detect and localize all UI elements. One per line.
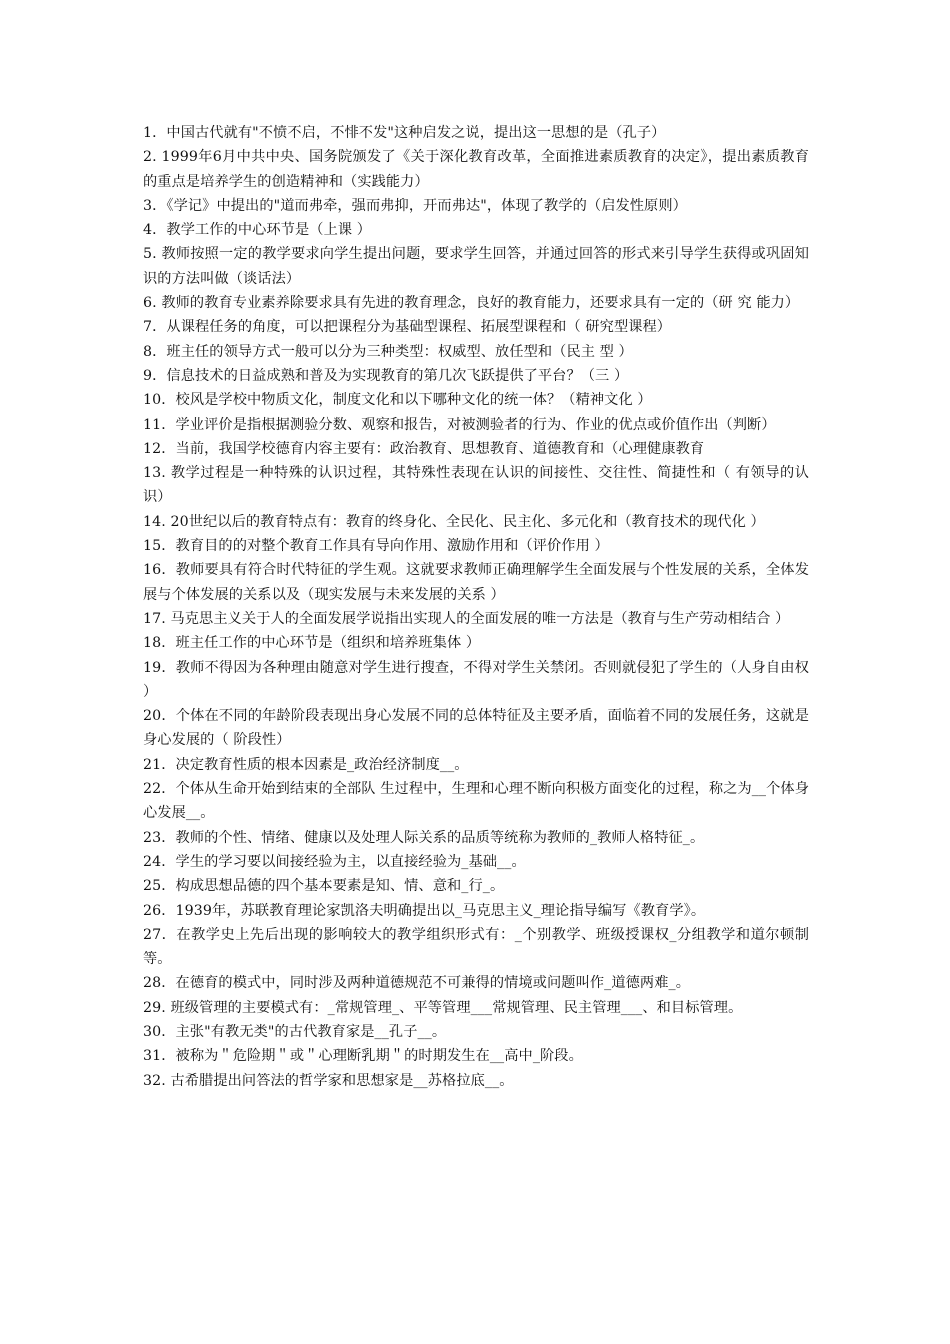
list-item: 23．教师的个性、情绪、健康以及处理人际关系的品质等统称为教师的_教师人格特征_。 — [143, 829, 705, 846]
list-item: 5. 教师按照一定的教学要求向学生提出问题，要求学生回答，并通过回答的形式来引导学生获得或巩固知识的方法叫做（谈话法） — [143, 246, 809, 287]
list-item: 1．中国古代就有"不愤不启，不悱不发"这种启发之说，提出这一思想的是（孔子） — [143, 125, 666, 141]
list-item: 7．从课程任务的角度，可以把课程分为基础型课程、拓展型课程和（ 研究型课程） — [143, 319, 672, 336]
list-item: 26．1939年，苏联教育理论家凯洛夫明确提出以_马克思主义_理论指导编写《教育学》。 — [143, 902, 706, 919]
list-item: 11．学业评价是指根据测验分数、观察和报告，对被测验者的行为、作业的优点或价值作出（判断） — [143, 416, 776, 433]
list-item: 15．教育目的的对整个教育工作具有导向作用、激励作用和（评价作用 ） — [143, 538, 609, 555]
list-item: 2. 1999年6月中共中央、国务院颁发了《关于深化教育改革，全面推进素质教育的决定》，提出素质教育的重点是培养学生的创造精神和（实践能力） — [143, 149, 809, 190]
list-item: 24．学生的学习要以间接经验为主，以直接经验为_基础__。 — [143, 853, 526, 870]
list-item: 10．校风是学校中物质文化，制度文化和以下哪种文化的统一体？（精神文化 ） — [143, 392, 652, 409]
list-item: 19．教师不得因为各种理由随意对学生进行搜查，不得对学生关禁闭。否则就侵犯了学生的（人身自由权 ） — [143, 659, 809, 700]
list-item: 30．主张"有教无类"的古代教育家是__孔子__。 — [143, 1023, 447, 1040]
list-item: 12．当前，我国学校德育内容主要有：政治教育、思想教育、道德教育和（心理健康教育 — [143, 440, 705, 457]
list-item: 17. 马克思主义关于人的全面发展学说指出实现人的全面发展的唯一方法是（教育与生产劳动相结合 ） — [143, 610, 790, 627]
list-item: 27．在教学史上先后出现的影响较大的教学组织形式有：_个别教学、班级授课权_分组教学和道尔顿制等。 — [143, 926, 809, 968]
list-item: 31．被称为＂危险期＂或＂心理断乳期＂的时期发生在__高中_阶段。 — [143, 1048, 583, 1065]
list-item: 4．教学工作的中心环节是（上课 ） — [143, 222, 372, 239]
list-item: 28．在德育的模式中，同时涉及两种道德规范不可兼得的情境或问题叫作_道德两难_。 — [143, 975, 690, 992]
list-item: 9．信息技术的日益成熟和普及为实现教育的第几次飞跃提供了平台？（三 ） — [143, 367, 629, 384]
list-item: 13. 教学过程是一种特殊的认识过程，其特殊性表现在认识的间接性、交往性、简捷性和（ 有领导的认识） — [143, 465, 809, 506]
list-item: 29. 班级管理的主要模式有：_常规管理_、平等管理___常规管理、民主管理___、和目标管理。 — [143, 999, 743, 1016]
list-item: 25．构成思想品德的四个基本要素是知、情、意和_行_。 — [143, 878, 505, 895]
list-item: 8．班主任的领导方式一般可以分为三种类型：权威型、放任型和（民主 型 ） — [143, 343, 633, 360]
list-item: 32. 古希腊提出问答法的哲学家和思想家是__苏格拉底__。 — [143, 1072, 514, 1089]
list-item: 21．决定教育性质的根本因素是_政治经济制度__。 — [143, 756, 469, 773]
list-item: 14. 20世纪以后的教育特点有：教育的终身化、全民化、民主化、多元化和（教育技术的现代化 ） — [143, 513, 765, 530]
list-item: 20．个体在不同的年龄阶段表现出身心发展不同的总体特征及主要矛盾，面临着不同的发展任务，这就是身心发展的（ 阶段性） — [143, 708, 809, 749]
question-list — [143, 121, 809, 1093]
list-item: 3．《学记》中提出的"道而弗牵，强而弗抑，开而弗达"，体现了教学的（启发性原则） — [143, 197, 687, 214]
list-item: 22．个体从生命开始到结束的全部队 生过程中，生理和心理不断向积极方面变化的过程，称之为__个体身心发展__。 — [143, 781, 809, 822]
list-item: 16．教师要具有符合时代特征的学生观。这就要求教师正确理解学生全面发展与个性发展的关系，全体发展与个体发展的关系以及（现实发展与未来发展的关系 ） — [143, 562, 809, 603]
list-item: 6. 教师的教育专业素养除要求具有先进的教育理念，良好的教育能力，还要求具有一定的（研 究 能力） — [143, 295, 800, 312]
list-item: 18．班主任工作的中心环节是（组织和培养班集体 ） — [143, 635, 481, 652]
